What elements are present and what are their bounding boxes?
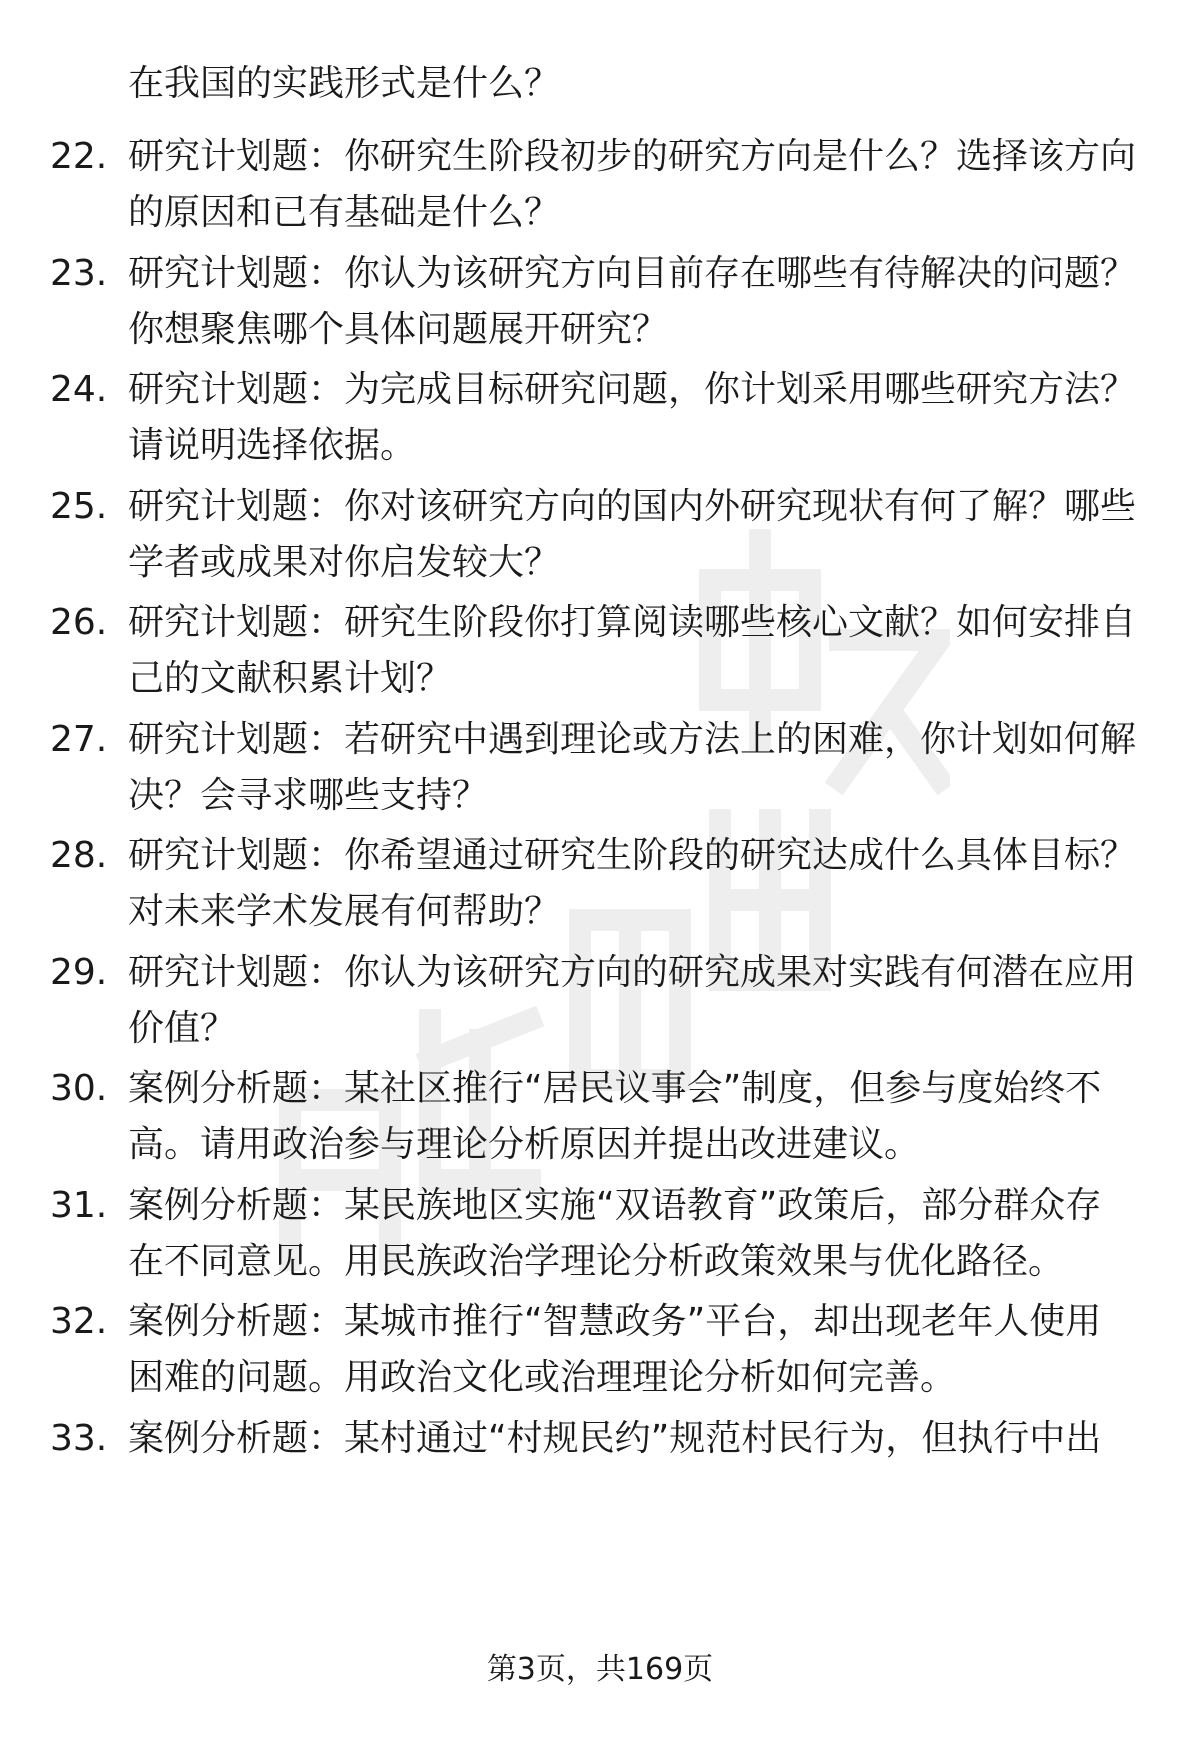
- item-text: [128, 1294, 1150, 1406]
- item-text-line: 高。请用政治参与理论分析原因并提出改进建议。: [128, 1124, 921, 1165]
- continuation-line: 在我国的实践形式是什么？: [128, 63, 561, 104]
- item-text-line: 请说明选择依据。: [128, 425, 417, 466]
- item-number: 27.: [50, 719, 108, 760]
- item-text: [128, 246, 1150, 358]
- item-text-line: 价值？: [128, 1008, 237, 1049]
- item-number: 26.: [50, 602, 108, 643]
- item-number: 23.: [50, 253, 108, 294]
- item-text-line: 案例分析题：某城市推行“智慧政务”平台，却出现老年人使用: [128, 1301, 1102, 1342]
- item-text-line: 研究计划题：若研究中遇到理论或方法上的困难，你计划如何解: [128, 719, 1137, 760]
- item-text: [128, 479, 1150, 591]
- item-text: [128, 1178, 1150, 1290]
- item-text-line: 决？会寻求哪些支持？: [128, 775, 489, 816]
- item-text-line: 研究计划题：研究生阶段你打算阅读哪些核心文献？如何安排自: [128, 602, 1137, 643]
- item-text-line: 己的文献积累计划？: [128, 658, 453, 699]
- item-text: [128, 362, 1150, 474]
- item-text-line: 在不同意见。用民族政治学理论分析政策效果与优化路径。: [128, 1241, 1065, 1282]
- item-number: 33.: [50, 1418, 108, 1459]
- item-text: [128, 595, 1150, 707]
- item-text-line: 研究计划题：你认为该研究方向的研究成果对实践有何潜在应用: [128, 952, 1137, 993]
- item-text-line: 案例分析题：某社区推行“居民议事会”制度，但参与度始终不: [128, 1068, 1102, 1109]
- item-text: [128, 1061, 1150, 1173]
- item-text-line: 对未来学术发展有何帮助？: [128, 891, 561, 932]
- item-text-line: 困难的问题。用政治文化或治理理论分析如何完善。: [128, 1357, 957, 1398]
- item-text: [128, 712, 1150, 824]
- item-number: 28.: [50, 835, 108, 876]
- page-footer: 第3页，共169页: [486, 1652, 714, 1687]
- item-text: [128, 1411, 1150, 1467]
- item-text-line: 你想聚焦哪个具体问题展开研究？: [128, 309, 669, 350]
- item-number: 30.: [50, 1068, 108, 1109]
- item-text: [128, 129, 1150, 241]
- item-text-line: 研究计划题：为完成目标研究问题，你计划采用哪些研究方法？: [128, 369, 1137, 410]
- item-text-line: 案例分析题：某民族地区实施“双语教育”政策后，部分群众存: [128, 1185, 1102, 1226]
- item-text-line: 研究计划题：你认为该研究方向目前存在哪些有待解决的问题？: [128, 253, 1137, 294]
- item-text-line: 案例分析题：某村通过“村规民约”规范村民行为，但执行中出: [128, 1418, 1102, 1459]
- item-number: 25.: [50, 486, 108, 527]
- item-text-line: 研究计划题：你对该研究方向的国内外研究现状有何了解？哪些: [128, 486, 1137, 527]
- item-number: 31.: [50, 1185, 108, 1226]
- item-text: [128, 945, 1150, 1057]
- item-number: 22.: [50, 136, 108, 177]
- item-number: 29.: [50, 952, 108, 993]
- item-text-line: 研究计划题：你研究生阶段初步的研究方向是什么？选择该方向: [128, 136, 1137, 177]
- item-text-line: 研究计划题：你希望通过研究生阶段的研究达成什么具体目标？: [128, 835, 1137, 876]
- item-text: [128, 828, 1150, 940]
- item-text-line: 的原因和已有基础是什么？: [128, 192, 561, 233]
- item-number: 32.: [50, 1301, 108, 1342]
- item-number: 24.: [50, 369, 108, 410]
- item-text-line: 学者或成果对你启发较大？: [128, 542, 561, 583]
